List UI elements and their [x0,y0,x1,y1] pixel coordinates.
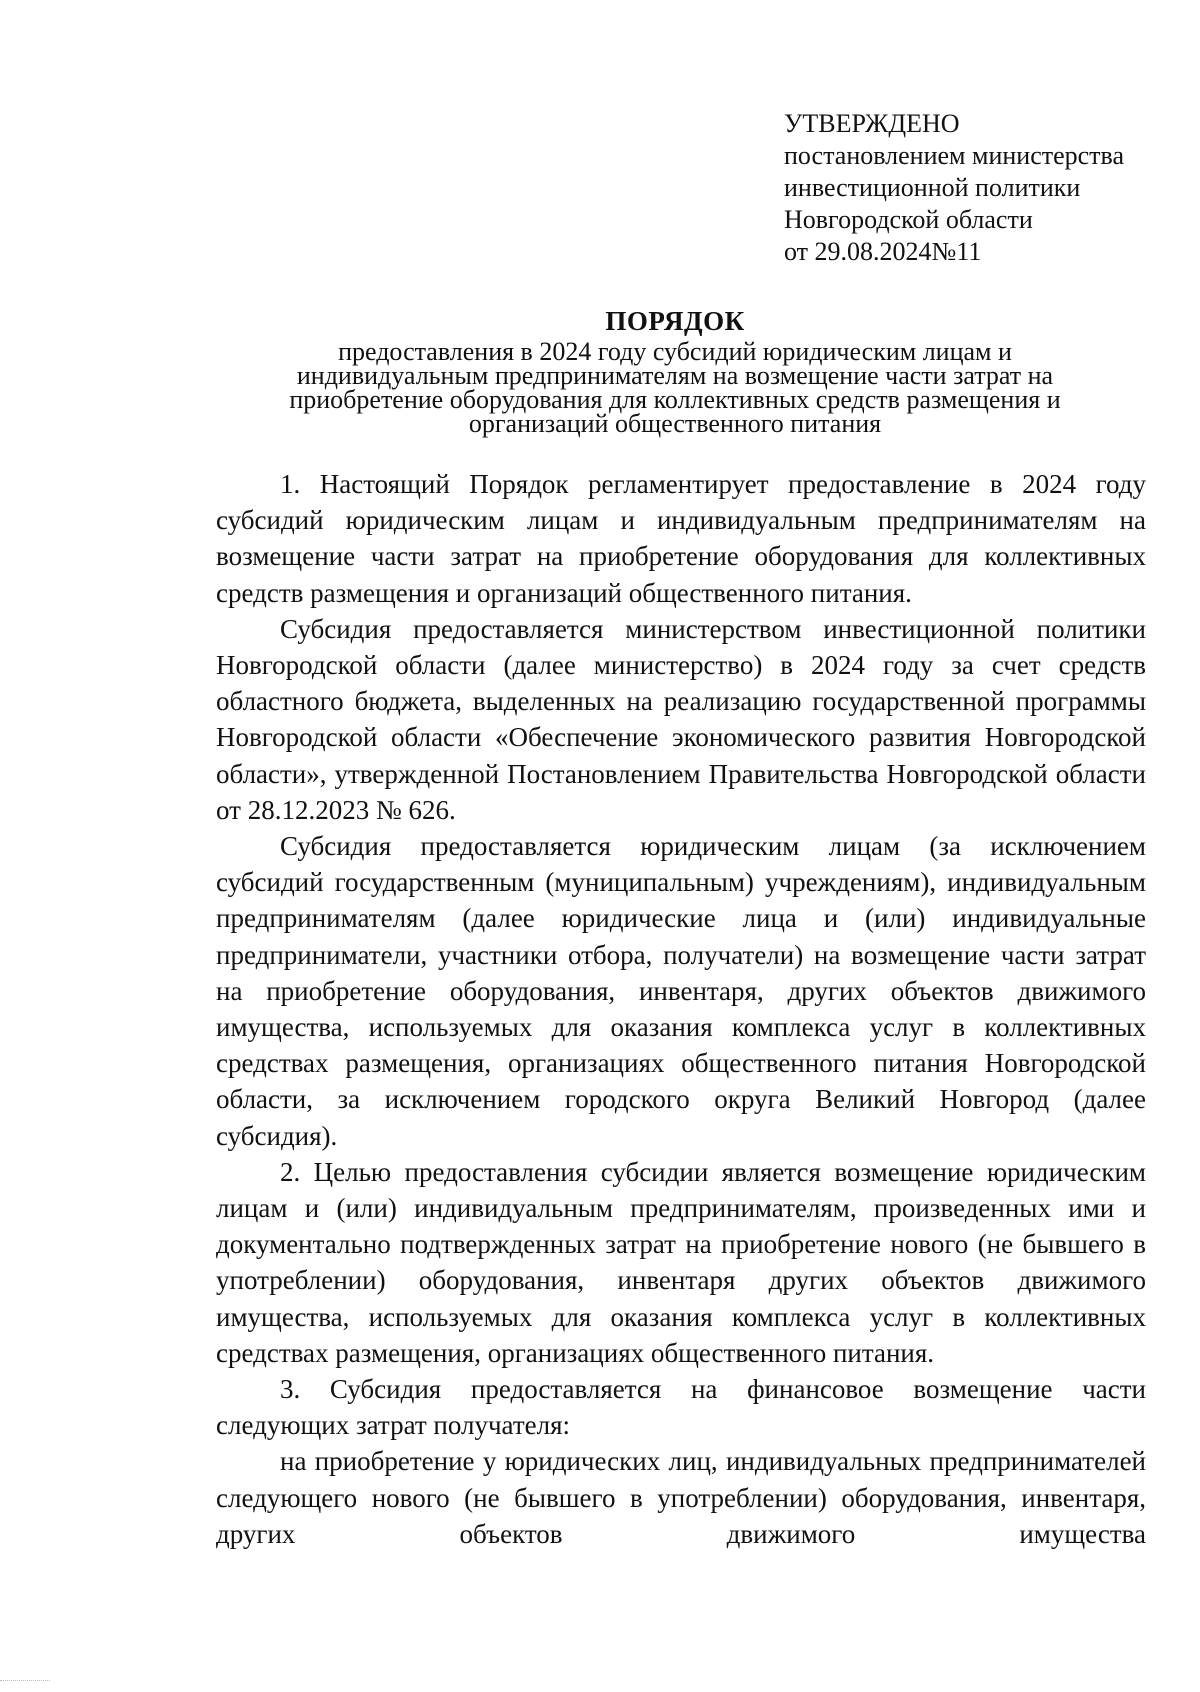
paragraph-3: 3. Субсидия предоставляется на финансовое возмещение части следующих затрат получателя: [216,1374,1146,1441]
paragraph-subsidy-provider: Субсидия предоставляется министерством инвестиционной политики Новгородской области (далее министерство) в 2024 году за счет средств областного бюджета, выделенных на реализацию государственной программы Новгородской области «Обеспечение экономического развития Новгородской области», утвержденной Постановлением Правительства Новгородской области от 28.12.2023 № 626. [216,613,1146,825]
approval-date-number: от 29.08.2024№11 [784,237,982,266]
document-subtitle [210,337,1140,438]
paragraph-subsidy-recipients: Субсидия предоставляется юридическим лицам (за исключением субсидий государственным (муниципальным) учреждениям), индивидуальным предпринимателям (далее юридические лица и (или) индивидуальные предприниматели, участники отбора, получатели) на возмещение части затрат на приобретение оборудования, инвентаря, других объектов движимого имущества, используемых для оказания комплекса услуг в коллективных средствах размещения, организациях общественного питания Новгородской области, за исключением городского округа Великий Новгород (далее субсидия). [216,831,1146,1151]
approval-stamp-block [784,108,1164,268]
subtitle-line: приобретение оборудования для коллективных средств размещения и [289,385,1061,414]
subtitle-line: индивидуальным предпринимателям на возмещение части затрат на [296,361,1054,390]
subtitle-line: предоставления в 2024 году субсидий юридическим лицам и [338,337,1012,366]
paragraph-2: 2. Целью предоставления субсидии является возмещение юридическим лицам и (или) индивидуальным предпринимателям, произведенных ими и документально подтвержденных затрат на приобретение нового (не бывшего в употреблении) оборудования, инвентаря других объектов движимого имущества, используемых для оказания комплекса услуг в коллективных средствах размещения, организациях общественного питания. [216,1156,1146,1368]
approval-line: инвестиционной политики [784,173,1081,202]
document-body [216,466,1146,1552]
scan-edge-mark [0,1680,50,1683]
approval-line: постановлением министерства [784,141,1125,170]
approval-heading: УТВЕРЖДЕНО [784,109,960,138]
approval-line: Новгородской области [784,205,1033,234]
document-title: ПОРЯДОК [605,306,745,336]
subtitle-line: организаций общественного питания [468,409,882,438]
paragraph-1: 1. Настоящий Порядок регламентирует предоставление в 2024 году субсидий юридическим лицам и индивидуальным предпринимателям на возмещение части затрат на приобретение оборудования для коллективных средств размещения и организаций общественного питания. [216,469,1146,608]
paragraph-costs: на приобретение у юридических лиц, индивидуальных предпринимателей следующего нового (не бывшего в употреблении) оборудования, инвентаря, других объектов движимого имущества [216,1446,1146,1549]
